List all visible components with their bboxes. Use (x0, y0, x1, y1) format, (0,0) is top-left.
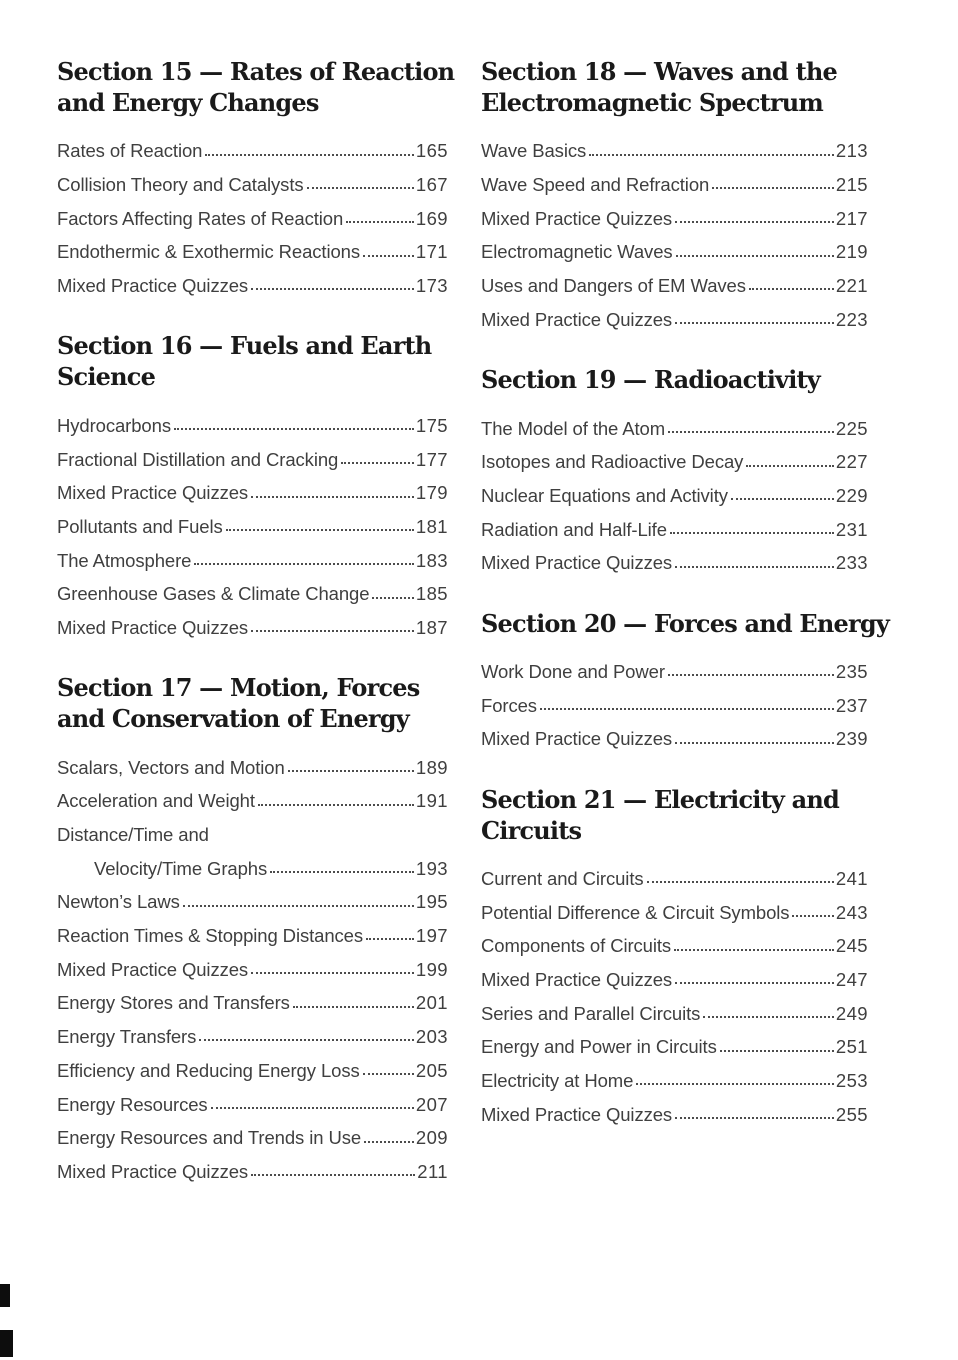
toc-entry (57, 436, 448, 470)
section-heading-line: Section 17 — Motion, Forces (57, 673, 420, 703)
entry-page-number: 249 (835, 1002, 868, 1024)
dotted-leader (675, 742, 834, 744)
entry-page-number: 219 (835, 241, 868, 263)
toc-column-right (481, 56, 889, 1125)
toc-entry (57, 1081, 448, 1115)
toc-column-left (57, 56, 455, 1182)
toc-entry (57, 537, 448, 571)
toc-entry (57, 1014, 448, 1048)
entry-page-number: 223 (835, 308, 868, 330)
entry-page-number: 209 (415, 1127, 448, 1149)
dotted-leader (703, 1016, 834, 1018)
toc-entry (481, 716, 868, 750)
dotted-leader (792, 915, 833, 917)
entry-page-number: 181 (415, 515, 448, 537)
dotted-leader (293, 1006, 414, 1008)
toc-entry (481, 1058, 868, 1092)
toc-entry (481, 506, 868, 540)
entry-page-number: 179 (415, 482, 448, 504)
entry-page-number: 227 (835, 451, 868, 473)
section-heading (481, 56, 868, 118)
entry-label: Greenhouse Gases & Climate Change (57, 583, 370, 605)
entry-label: Pollutants and Fuels (57, 515, 223, 537)
dotted-leader (226, 529, 414, 531)
section-heading (481, 784, 868, 846)
dotted-leader (749, 288, 834, 290)
dotted-leader (205, 154, 414, 156)
toc-entry (481, 439, 868, 473)
entry-page-number: 221 (835, 275, 868, 297)
entry-page-number: 239 (835, 728, 868, 750)
entry-page-number: 213 (835, 140, 868, 162)
toc-entry (57, 571, 448, 605)
dotted-leader (211, 1107, 414, 1109)
dotted-leader (194, 563, 414, 565)
entry-page-number: 185 (415, 583, 448, 605)
dotted-leader (636, 1083, 834, 1085)
entry-page-number: 237 (835, 694, 868, 716)
entry-label: The Atmosphere (57, 549, 192, 571)
section-heading (481, 608, 889, 639)
entry-label: Radiation and Half-Life (481, 518, 667, 540)
entry-page-number: 217 (835, 207, 868, 229)
dotted-leader (589, 154, 834, 156)
dotted-leader (647, 881, 834, 883)
entry-label: Scalars, Vectors and Motion (57, 756, 285, 778)
dotted-leader (731, 498, 834, 500)
entry-label: Hydrocarbons (57, 414, 171, 436)
section-heading-line: Section 16 — Fuels and Earth (57, 331, 432, 361)
toc-entry (481, 540, 868, 574)
entry-page-number: 215 (835, 174, 868, 196)
entry-label: Newton’s Laws (57, 891, 180, 913)
section-heading-line: Electromagnetic Spectrum (481, 88, 824, 117)
entry-label: Collision Theory and Catalysts (57, 174, 304, 196)
toc-entry (481, 1024, 868, 1058)
entry-page-number: 173 (415, 275, 448, 297)
entry-page-number: 241 (835, 868, 868, 890)
entry-page-number: 231 (835, 518, 868, 540)
toc-entry (481, 296, 868, 330)
dotted-leader (675, 322, 834, 324)
entry-label: Mixed Practice Quizzes (57, 275, 249, 297)
dotted-leader (183, 905, 414, 907)
section-heading-line: Section 21 — Electricity and (481, 784, 839, 814)
dotted-leader (251, 496, 414, 498)
entry-label: Factors Affecting Rates of Reaction (57, 207, 344, 229)
entry-page-number: 255 (835, 1103, 868, 1125)
toc-entry (481, 263, 868, 297)
toc-entry (481, 1091, 868, 1125)
section-heading (57, 330, 448, 392)
entry-page-number: 211 (417, 1160, 448, 1182)
entry-page-number: 233 (835, 552, 868, 574)
entry-page-number: 169 (415, 207, 448, 229)
toc-entry (481, 682, 868, 716)
entry-label: Rates of Reaction (57, 140, 203, 162)
dotted-leader (675, 221, 834, 223)
entry-page-number: 253 (835, 1070, 868, 1092)
entry-label: Acceleration and Weight (57, 790, 255, 812)
entry-page-number: 175 (415, 414, 448, 436)
entry-page-number: 189 (415, 756, 448, 778)
entry-label: Potential Difference & Circuit Symbols (481, 901, 790, 923)
section-heading (57, 56, 455, 118)
dotted-leader (720, 1050, 834, 1052)
print-registration-mark (0, 1330, 13, 1357)
toc-entry (57, 1047, 448, 1081)
entry-label: Fractional Distillation and Cracking (57, 448, 339, 470)
dotted-leader (199, 1039, 414, 1041)
entry-page-number: 171 (415, 241, 448, 263)
dotted-leader (307, 187, 414, 189)
toc-entry (57, 470, 448, 504)
entry-page-number: 201 (415, 992, 448, 1014)
entry-page-number: 187 (415, 616, 448, 638)
section-heading-line: and Energy Changes (57, 88, 319, 117)
entry-label: Uses and Dangers of EM Waves (481, 275, 746, 297)
toc-entry (481, 889, 868, 923)
entry-label: Mixed Practice Quizzes (481, 207, 673, 229)
toc-entry (481, 405, 868, 439)
toc-entry (481, 957, 868, 991)
entry-label: Isotopes and Radioactive Decay (481, 451, 744, 473)
dotted-leader (251, 630, 414, 632)
entry-label: Reaction Times & Stopping Distances (57, 925, 364, 947)
dotted-leader (251, 1174, 415, 1176)
toc-entry (57, 980, 448, 1014)
toc-entry (57, 162, 448, 196)
dotted-leader (675, 1117, 834, 1119)
toc-entry (481, 128, 868, 162)
entry-page-number: 207 (415, 1093, 448, 1115)
toc-entry (57, 778, 448, 812)
toc-section (57, 330, 448, 638)
entry-page-number: 191 (415, 790, 448, 812)
toc-entry (57, 263, 448, 297)
entry-label: Energy Resources and Trends in Use (57, 1127, 362, 1149)
entry-page-number: 245 (835, 935, 868, 957)
entry-label: Mixed Practice Quizzes (481, 969, 673, 991)
entry-label: Electromagnetic Waves (481, 241, 673, 263)
entry-page-number: 235 (835, 660, 868, 682)
toc-entry (481, 229, 868, 263)
entry-label: Energy Stores and Transfers (57, 992, 290, 1014)
section-heading-line: Section 18 — Waves and the (481, 57, 837, 86)
section-heading-line: Section 15 — Rates of Reaction (57, 57, 455, 86)
dotted-leader (668, 431, 834, 433)
entry-label: The Model of the Atom (481, 417, 666, 439)
dotted-leader (366, 938, 414, 940)
entry-page-number: 205 (415, 1059, 448, 1081)
dotted-leader (676, 255, 834, 257)
section-heading-line: Science (57, 362, 156, 392)
dotted-leader (251, 288, 414, 290)
toc-entry (481, 473, 868, 507)
dotted-leader (288, 770, 414, 772)
section-heading (57, 672, 448, 734)
entry-label: Mixed Practice Quizzes (57, 1160, 249, 1182)
entry-label: Series and Parallel Circuits (481, 1002, 701, 1024)
entry-label: Mixed Practice Quizzes (481, 728, 673, 750)
toc-entry (57, 812, 448, 846)
toc-entry (57, 879, 448, 913)
entry-label: Work Done and Power (481, 660, 665, 682)
entry-label: Wave Speed and Refraction (481, 174, 710, 196)
toc-entry (57, 402, 448, 436)
entry-label: Energy and Power in Circuits (481, 1036, 717, 1058)
dotted-leader (746, 465, 834, 467)
toc-entry (57, 504, 448, 538)
entry-page-number: 183 (415, 549, 448, 571)
entry-page-number: 193 (415, 857, 448, 879)
section-heading-line: and Conservation of Energy (57, 704, 409, 734)
toc-entry (57, 1115, 448, 1149)
entry-page-number: 225 (835, 417, 868, 439)
toc-entry (57, 946, 448, 980)
toc-section (481, 56, 868, 330)
toc-entry (57, 195, 448, 229)
dotted-leader (341, 462, 414, 464)
toc-entry (57, 845, 448, 879)
entry-label: Forces (481, 694, 537, 716)
entry-label: Mixed Practice Quizzes (481, 308, 673, 330)
entry-label: Wave Basics (481, 140, 587, 162)
dotted-leader (668, 674, 834, 676)
entry-label: Mixed Practice Quizzes (57, 958, 249, 980)
dotted-leader (712, 187, 834, 189)
dotted-leader (364, 1141, 414, 1143)
entry-page-number: 197 (415, 925, 448, 947)
entry-label: Nuclear Equations and Activity (481, 484, 728, 506)
entry-label: Distance/Time and (57, 824, 209, 846)
toc-entry (481, 856, 868, 890)
toc-entry (481, 990, 868, 1024)
entry-page-number: 203 (415, 1026, 448, 1048)
dotted-leader (363, 255, 414, 257)
entry-page-number: 177 (415, 448, 448, 470)
entry-label: Components of Circuits (481, 935, 672, 957)
dotted-leader (675, 566, 834, 568)
entry-label: Mixed Practice Quizzes (481, 552, 673, 574)
dotted-leader (675, 982, 834, 984)
section-heading-line: Section 20 — Forces and Energy (481, 608, 889, 638)
toc-section (57, 672, 448, 1182)
toc-section (481, 364, 868, 573)
entry-label: Velocity/Time Graphs (94, 857, 268, 879)
entry-label: Mixed Practice Quizzes (57, 616, 249, 638)
toc-entry (57, 1149, 448, 1183)
entry-label: Energy Transfers (57, 1026, 197, 1048)
dotted-leader (270, 871, 414, 873)
toc-entry (481, 162, 868, 196)
dotted-leader (540, 708, 834, 710)
dotted-leader (674, 949, 834, 951)
entry-page-number: 199 (415, 958, 448, 980)
entry-label: Endothermic & Exothermic Reactions (57, 241, 361, 263)
entry-page-number: 195 (415, 891, 448, 913)
dotted-leader (372, 597, 414, 599)
entry-page-number: 165 (415, 140, 448, 162)
dotted-leader (251, 972, 414, 974)
dotted-leader (258, 804, 414, 806)
toc-entry (481, 195, 868, 229)
toc-entry (57, 229, 448, 263)
section-heading (481, 364, 868, 395)
entry-page-number: 229 (835, 484, 868, 506)
entry-page-number: 167 (415, 174, 448, 196)
toc-section (57, 56, 455, 297)
entry-label: Current and Circuits (481, 868, 644, 890)
entry-page-number: 251 (835, 1036, 868, 1058)
toc-entry (57, 605, 448, 639)
dotted-leader (174, 428, 414, 430)
section-heading-line: Section 19 — Radioactivity (481, 365, 820, 395)
dotted-leader (363, 1073, 414, 1075)
toc-section (481, 608, 889, 750)
toc-entry (481, 649, 868, 683)
dotted-leader (346, 221, 414, 223)
toc-entry (57, 913, 448, 947)
dotted-leader (670, 532, 834, 534)
entry-label: Energy Resources (57, 1093, 208, 1115)
section-heading-line: Circuits (481, 815, 582, 845)
entry-page-number: 247 (835, 969, 868, 991)
toc-entry (481, 923, 868, 957)
entry-label: Efficiency and Reducing Energy Loss (57, 1059, 360, 1081)
entry-label: Mixed Practice Quizzes (57, 482, 249, 504)
entry-page-number: 243 (835, 901, 868, 923)
entry-label: Mixed Practice Quizzes (481, 1103, 673, 1125)
toc-entry (57, 128, 448, 162)
toc-section (481, 784, 868, 1126)
print-registration-mark (0, 1284, 10, 1307)
toc-entry (57, 744, 448, 778)
entry-label: Electricity at Home (481, 1070, 634, 1092)
